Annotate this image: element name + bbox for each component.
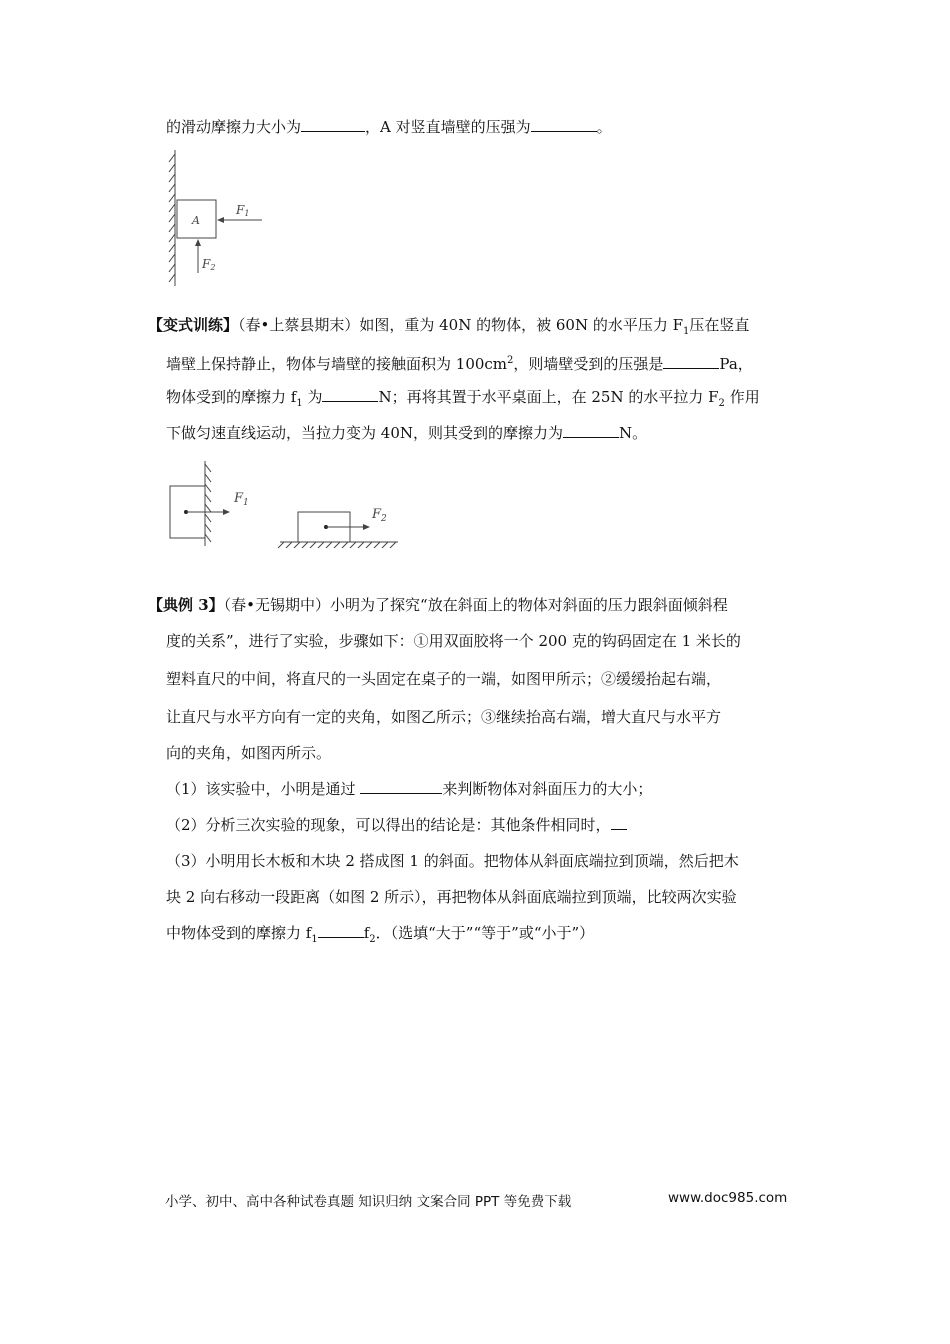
figure-two-setups [160, 458, 410, 558]
figure-wall-block [150, 148, 280, 288]
answer-blank[interactable] [563, 422, 619, 438]
block-label: A [192, 214, 200, 227]
wall [169, 150, 175, 286]
example3-line-4: 让直尺与水平方向有一定的夹角，如图乙所示；③继续抬高右端，增大直尺与水平方 [166, 708, 722, 726]
answer-blank[interactable] [360, 778, 442, 794]
ground [278, 542, 398, 548]
question-3-line-3: 中物体受到的摩擦力 $f_1$ $f_2$．（选填“大于”“等于”或“小于”） [166, 924, 595, 945]
force-f1-label: $F_1$ [234, 491, 249, 508]
force-f2-label: $F_2$ [372, 507, 387, 524]
variant-tag: 【变式训练】 [148, 316, 239, 334]
variant-line-3: 物体受到的摩擦力 $f_1$ 为 N；再将其置于水平桌面上，在 25N 的水平拉力 $F_2$ 作用 [166, 388, 760, 409]
question-1: （1）该实验中，小明是通过 来判断物体对斜面压力的大小； [166, 780, 653, 798]
example3-line-5: 向的夹角，如图丙所示。 [166, 744, 332, 762]
variant-line-2: 墙壁上保持静止，物体与墙壁的接触面积为 $100cm^2$，则墙壁受到的压强是 Pa， [166, 355, 753, 373]
question-tail-line: 的滑动摩擦力大小为 ，A 对竖直墙壁的压强为 。 [166, 118, 612, 136]
question-2: （2）分析三次实验的现象，可以得出的结论是：其他条件相同时， [166, 814, 627, 836]
wall-right [205, 461, 211, 546]
answer-blank[interactable] [663, 353, 719, 369]
example3-line-2: 度的关系”，进行了实验，步骤如下：①用双面胶将一个 200 克的钩码固定在 1 米长的 [166, 632, 741, 650]
answer-blank[interactable] [611, 814, 627, 830]
answer-blank[interactable] [318, 922, 364, 938]
force-f1-label: F1 [236, 203, 250, 218]
question-3-line-2: 块 2 向右移动一段距离（如图 2 所示），再把物体从斜面底端拉到顶端，比较两次实验 [166, 888, 737, 906]
example3-tag: 【典例 3】 [148, 596, 224, 614]
force-f2-label: F2 [202, 257, 216, 272]
answer-blank[interactable] [322, 386, 378, 402]
example3-line-1: 【典例 3】（春•无锡期中）小明为了探究“放在斜面上的物体对斜面的压力跟斜面倾斜程 [148, 596, 728, 614]
variant-line-4: 下做匀速直线运动，当拉力变为 40N，则其受到的摩擦力为 N。 [166, 424, 648, 442]
example3-line-3: 塑料直尺的中间，将直尺的一头固定在桌子的一端，如图甲所示；②缓缓抬起右端， [166, 670, 722, 688]
answer-blank[interactable] [531, 116, 597, 132]
question-3-line-1: （3）小明用长木板和木块 2 搭成图 1 的斜面。把物体从斜面底端拉到顶端，然后把木 [166, 852, 739, 870]
variant-line-1: 【变式训练】（春•上蔡县期末）如图，重为 40N 的物体，被 60N 的水平压力 $F_1$压在竖直 [148, 316, 750, 337]
footer-text: 小学、初中、高中各种试卷真题 知识归纳 文案合同 PPT 等免费下载 [165, 1194, 572, 1210]
answer-blank[interactable] [301, 116, 365, 132]
footer-link[interactable]: www.doc985.com [668, 1190, 788, 1206]
